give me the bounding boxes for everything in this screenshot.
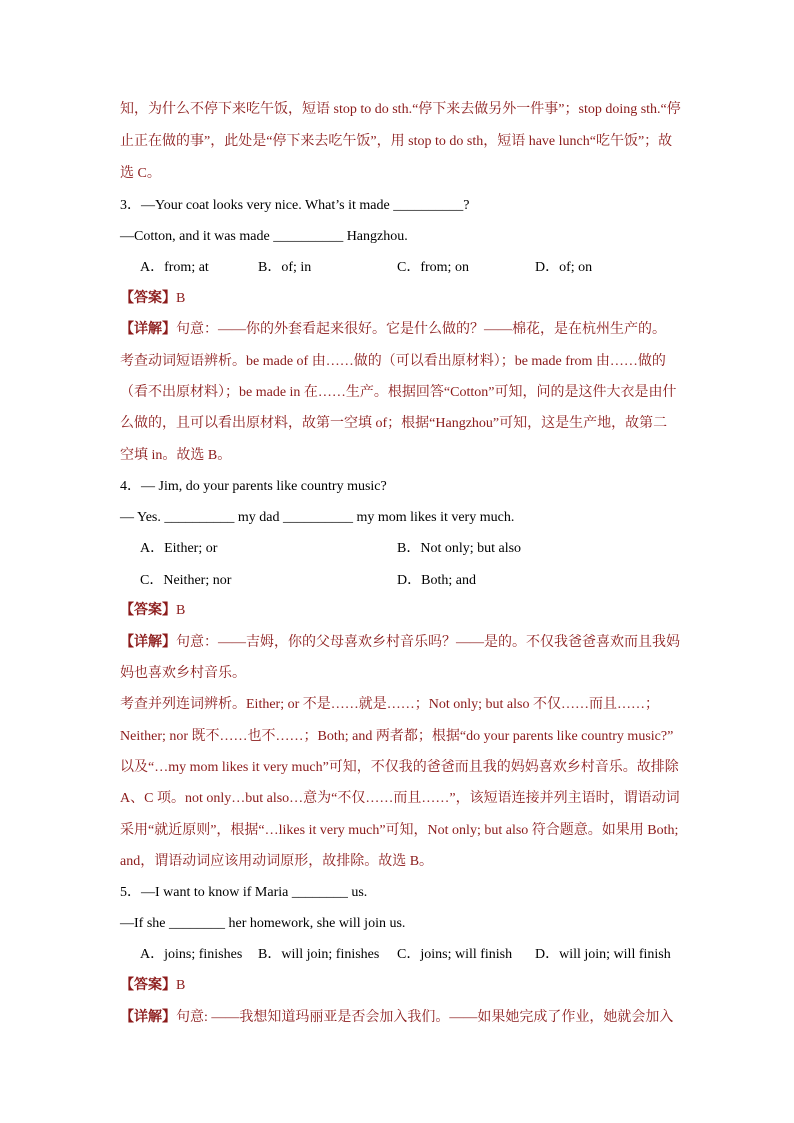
q3-question-line-1: 3．—Your coat looks very nice. What’s it made __________?	[120, 198, 470, 213]
q4-answer-value: B	[176, 603, 186, 618]
q3-option-d: D．of; on	[535, 260, 593, 275]
q4-option-d: D．Both; and	[397, 573, 476, 588]
q4-explain-line-8: and，谓语动词应该用动词原形，故排除。故选 B。	[120, 854, 434, 869]
q3-option-a: A．from; at	[140, 260, 209, 275]
q4-answer	[120, 601, 185, 621]
q3-explain-line-4: 么做的，且可以看出原材料，故第一空填 of；根据“Hangzhou”可知，这是生产地，故第二	[120, 416, 668, 431]
q3-answer	[120, 289, 185, 309]
explain-tag: 【详解】	[120, 322, 176, 337]
q5-answer-value: B	[176, 978, 186, 993]
q3-option-c: C．from; on	[397, 260, 469, 275]
answer-tag: 【答案】	[120, 603, 176, 618]
explain-tag: 【详解】	[120, 635, 176, 650]
q5-option-d: D．will join; will finish	[535, 947, 671, 962]
q3-explain-line-3: （看不出原材料）；be made in 在……生产。根据回答“Cotton”可知，问的是这件大衣是由什	[120, 385, 677, 400]
q5-question-line-1: 5．—I want to know if Maria ________ us.	[120, 885, 368, 900]
q4-explain-line-7: 采用“就近原则”，根据“…likes it very much”可知，Not only; but also 符合题意。如果用 Both;	[120, 823, 679, 838]
q4-explain-line-6: A、C 项。not only…but also…意为“不仅……而且……”，该短语连接并列主语时，谓语动词	[120, 791, 680, 806]
q5-option-b: B．will join; finishes	[258, 947, 380, 962]
q3-answer-value: B	[176, 291, 186, 306]
q3-explain-line-5: 空填 in。故选 B。	[120, 448, 232, 463]
q4-explain-line-4: Neither; nor 既不……也不……；Both; and 两者都；根据“do your parents like country music?”	[120, 729, 674, 744]
q4-explain-line-5: 以及“…my mom likes it very much”可知，不仅我的爸爸而且我的妈妈喜欢乡村音乐。故排除	[120, 760, 679, 775]
q5-explain-line-1	[120, 1008, 673, 1028]
q2-explain-line-3: 选 C。	[120, 166, 161, 181]
q5-option-c: C．joins; will finish	[397, 947, 513, 962]
q3-option-b: B．of; in	[258, 260, 312, 275]
q4-option-a: A．Either; or	[140, 541, 218, 556]
q2-explain-line-1: 知，为什么不停下来吃午饭，短语 stop to do sth.“停下来去做另外一件事”；stop doing sth.“停	[120, 102, 681, 117]
answer-tag: 【答案】	[120, 978, 176, 993]
q3-explain-line-2: 考查动词短语辨析。be made of 由……做的（可以看出原材料）；be made from 由……做的	[120, 354, 666, 369]
q3-explain-line-1	[120, 320, 666, 340]
q5-question-line-2: —If she ________ her homework, she will join us.	[120, 916, 406, 931]
q5-option-a: A．joins; finishes	[140, 947, 243, 962]
q5-explain-text-1: 句意: ——我想知道玛丽亚是否会加入我们。——如果她完成了作业，她就会加入	[176, 1010, 674, 1025]
q4-option-c: C．Neither; nor	[140, 573, 232, 588]
q4-question-line-2: — Yes. __________ my dad __________ my mom likes it very much.	[120, 510, 515, 525]
explain-tag: 【详解】	[120, 1010, 176, 1025]
q3-explain-text-1: 句意：——你的外套看起来很好。它是什么做的？——棉花，是在杭州生产的。	[176, 322, 666, 337]
q2-explain-line-2: 止正在做的事”，此处是“停下来去吃午饭”，用 stop to do sth，短语 have lunch“吃午饭”；故	[120, 134, 673, 149]
q4-explain-line-3: 考查并列连词辨析。Either; or 不是……就是……；Not only; but also 不仅……而且……；	[120, 697, 659, 712]
q3-question-line-2: —Cotton, and it was made __________ Hangzhou.	[120, 229, 408, 244]
q5-answer	[120, 976, 185, 996]
q4-explain-text-1: 句意：——吉姆，你的父母喜欢乡村音乐吗？——是的。不仅我爸爸喜欢而且我妈	[176, 635, 680, 650]
answer-tag: 【答案】	[120, 291, 176, 306]
q4-option-b: B．Not only; but also	[397, 541, 522, 556]
q4-explain-line-2: 妈也喜欢乡村音乐。	[120, 666, 246, 681]
q4-question-line-1: 4．— Jim, do your parents like country music?	[120, 479, 387, 494]
q4-explain-line-1	[120, 633, 680, 653]
